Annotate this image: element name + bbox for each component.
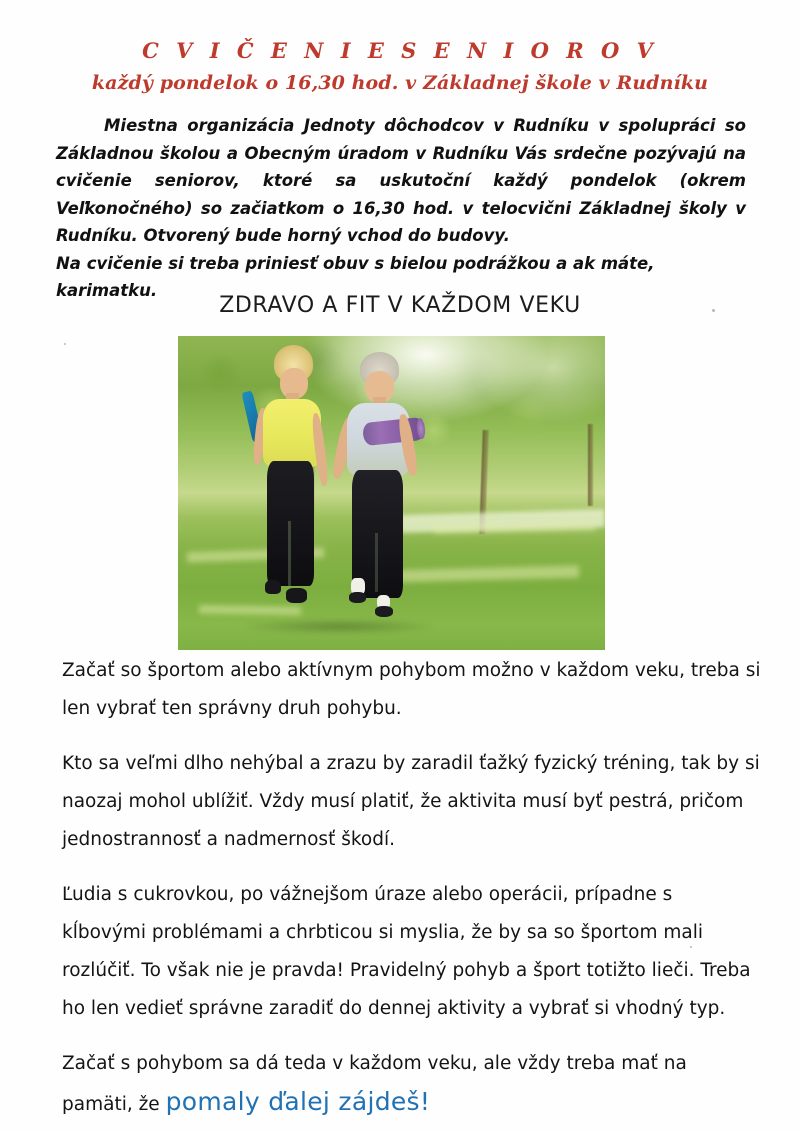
page-title: C V I Č E N I E S E N I O R O V	[142, 38, 658, 63]
intro-block	[56, 112, 746, 305]
shoe	[286, 588, 307, 602]
tree-trunk	[588, 424, 593, 506]
woman-left-yellow-top	[242, 345, 336, 628]
page-subtitle: každý pondelok o 16,30 hod. v Základnej škole v Rudníku	[91, 72, 709, 94]
article-paragraph-3: Ľudia s cukrovkou, po vážnejšom úraze alebo operácii, prípadne s kĺbovými problémami a chrbticou si myslia, že by sa so športom mali rozlúčiť. To však nie je pravda! Pravidelný pohyb a šport totižto lieči. Treba ho len vedieť správne zaradiť do dennej aktivity a vybrať si vhodný typ.	[62, 884, 751, 1019]
shoe	[375, 606, 394, 617]
shoe	[349, 592, 366, 603]
article-paragraph-2: Kto sa veľmi dlho nehýbal a zrazu by zaradil ťažký fyzický tréning, tak by si naozaj mohol ublížiť. Vždy musí platiť, že aktivita musí byť pestrá, pričom jednostrannosť a nadmernosť škodí.	[62, 753, 760, 850]
shoe	[265, 580, 282, 594]
intro-paragraph-1: Miestna organizácia Jednoty dôchodcov v Rudníku v spolupráci so Základnou školou a Obecným úradom v Rudníku Vás srdečne pozývajú na cvičenie seniorov, ktoré sa uskutoční každý pondelok (okrem Veľkonočného) so začiatkom o 16,30 hod. v telocvični Základnej školy v Rudníku. Otvorený bude horný vchod do budovy.	[56, 116, 746, 245]
intro-paragraph-2: Na cvičenie si treba priniesť obuv s bielou podrážkou a ak máte,	[56, 253, 655, 273]
leg-separation	[375, 533, 378, 592]
woman-right-grey-top	[327, 352, 425, 635]
leg-separation	[288, 521, 291, 586]
article-paragraph-1: Začať so športom alebo aktívnym pohybom možno v každom veku, treba si len vybrať ten správny druh pohybu.	[62, 660, 761, 719]
article-paragraph-4	[62, 1045, 762, 1124]
slogan-text: pomaly ďalej zájdeš!	[165, 1087, 431, 1116]
banner-headline: ZDRAVO A FIT V KAŽDOM VEKU	[219, 293, 581, 318]
scan-speck	[64, 343, 66, 345]
photo-seniors-walking	[178, 336, 605, 650]
article-paragraph-4-prefix: Začať s pohybom sa dá teda v každom veku, ale vždy treba mať na pamäti, že	[62, 1053, 687, 1115]
scan-speck	[712, 309, 715, 312]
ground-shadow	[246, 619, 434, 635]
scan-speck	[690, 946, 692, 948]
intro-paragraph-2-continuation: karimatku.	[56, 281, 158, 300]
article-body	[62, 652, 762, 1124]
